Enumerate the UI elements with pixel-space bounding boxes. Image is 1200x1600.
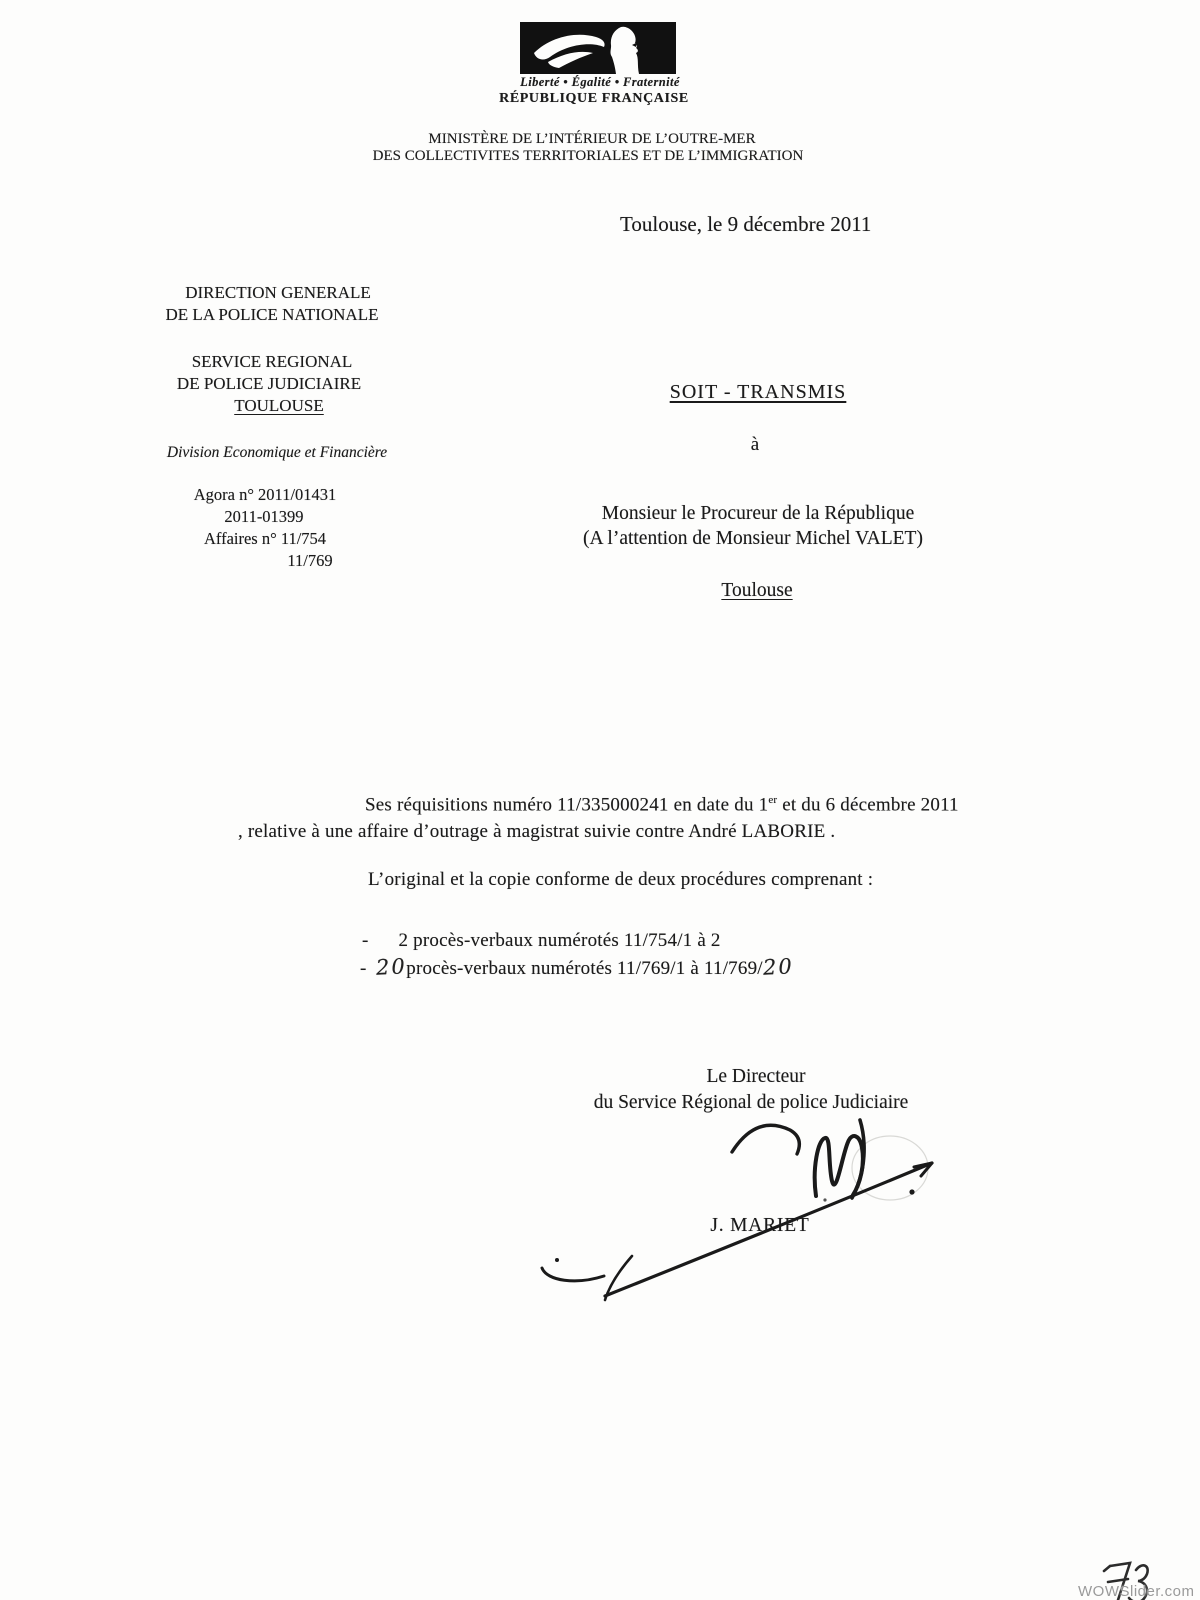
sender-service-2: DE POLICE JUDICIAIRE bbox=[176, 374, 362, 393]
sender-service-city: TOULOUSE bbox=[234, 396, 324, 415]
recipient-line-1: Monsieur le Procureur de la République bbox=[601, 503, 915, 524]
ref-affaires-2: 11/769 bbox=[287, 551, 333, 570]
list-item-1 bbox=[362, 930, 721, 952]
signer-name: J. MARIET bbox=[710, 1215, 810, 1236]
sender-service-1: SERVICE REGIONAL bbox=[191, 352, 353, 371]
list-item-2-dash: - bbox=[360, 958, 367, 979]
republique-francaise-logo bbox=[520, 22, 676, 74]
body-para1-part-a: Ses réquisitions numéro 11/335000241 en date du 1 bbox=[365, 794, 769, 816]
marianne-logo-icon bbox=[520, 22, 676, 74]
list-item-1-text: 2 procès-verbaux numérotés 11/754/1 à 2 bbox=[398, 930, 721, 951]
body-para1-superscript: er bbox=[768, 794, 778, 806]
recipient-line-2: (A l’attention de Monsieur Michel VALET) bbox=[583, 528, 923, 549]
body-para1-part-b: et du 6 décembre 2011 bbox=[777, 794, 959, 816]
ministry-line-1: MINISTÈRE DE L’INTÉRIEUR DE L’OUTRE-MER bbox=[428, 131, 756, 147]
dateline: Toulouse, le 9 décembre 2011 bbox=[620, 212, 872, 236]
list-item-1-dash: - bbox=[362, 930, 369, 951]
recipient-city: Toulouse bbox=[721, 580, 793, 601]
sender-direction-1: DIRECTION GENERALE bbox=[185, 283, 371, 302]
ref-affaires: Affaires n° 11/754 bbox=[203, 529, 327, 548]
ref-number: 2011-01399 bbox=[224, 507, 304, 526]
ministry-line-2: DES COLLECTIVITES TERRITORIALES ET DE L’IMMIGRATION bbox=[372, 148, 804, 164]
body-para2: L’original et la copie conforme de deux procédures comprenant : bbox=[368, 869, 874, 890]
logo-republic: RÉPUBLIQUE FRANÇAISE bbox=[499, 91, 689, 106]
signature-scribble bbox=[520, 1088, 970, 1308]
sender-division: Division Economique et Financière bbox=[166, 444, 388, 461]
sender-direction-2: DE LA POLICE NATIONALE bbox=[165, 305, 379, 324]
list-item-2-text: procès-verbaux numérotés 11/769/1 à 11/769/ bbox=[406, 958, 763, 979]
body-para1-line2: , relative à une affaire d’outrage à magistrat suivie contre André LABORIE . bbox=[238, 821, 836, 842]
ref-agora: Agora n° 2011/01431 bbox=[193, 485, 337, 504]
watermark-label: WOWSlider.com bbox=[1078, 1583, 1195, 1600]
signature-title-2: du Service Régional de police Judiciaire bbox=[593, 1092, 909, 1113]
list-item-2-handwritten-count: 20 bbox=[374, 954, 407, 980]
list-item-2-handwritten-end: 20 bbox=[762, 954, 795, 980]
transmittal-to: à bbox=[750, 434, 760, 455]
body-para1-line1 bbox=[365, 794, 959, 816]
logo-motto: Liberté • Égalité • Fraternité bbox=[520, 75, 680, 89]
signature-title-1: Le Directeur bbox=[706, 1066, 806, 1087]
transmittal-title: SOIT - TRANSMIS bbox=[669, 381, 847, 403]
list-item-2 bbox=[360, 955, 794, 980]
